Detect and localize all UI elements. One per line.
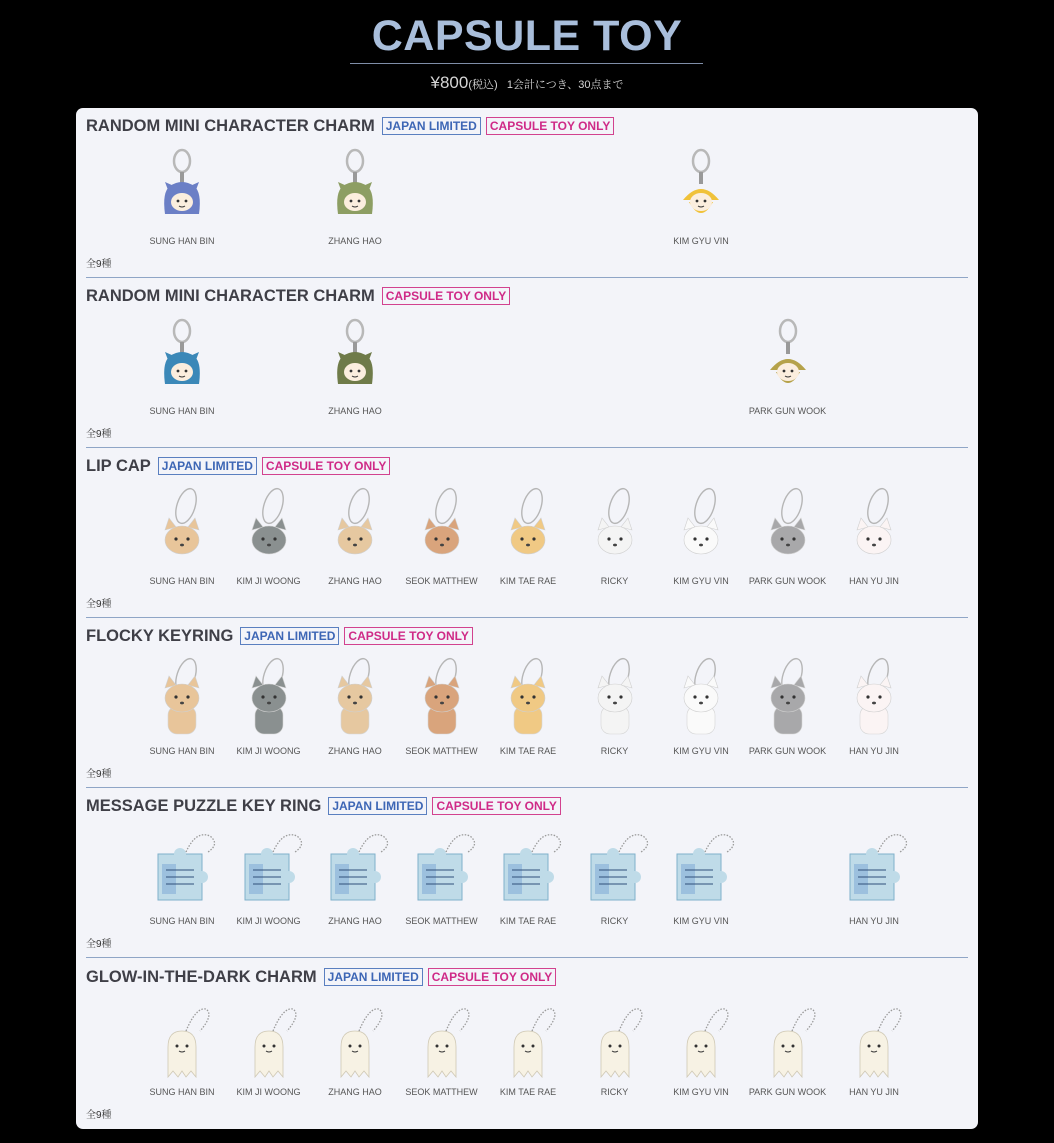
member-name: KIM GYU VIN [673, 236, 729, 246]
member-name: SEOK MATTHEW [405, 916, 478, 926]
product-item[interactable] [653, 991, 749, 1121]
ghost-image [480, 991, 576, 1083]
product-item[interactable] [480, 650, 576, 780]
member-name: SEOK MATTHEW [405, 576, 478, 586]
capsule-toy-only-badge: CAPSULE TOY ONLY [344, 627, 472, 645]
title-underline [350, 63, 703, 64]
product-item[interactable] [567, 991, 663, 1121]
animal-body-image [567, 650, 663, 742]
puzzle-piece-image [394, 820, 490, 912]
hooded-figure-charm-image [134, 140, 230, 232]
animal-head-image [134, 480, 230, 572]
section-title: RANDOM MINI CHARACTER CHARM [86, 287, 375, 305]
animal-body-image [394, 650, 490, 742]
product-item[interactable] [740, 650, 836, 780]
product-section [76, 278, 978, 448]
tax-note: (税込) [468, 79, 498, 91]
member-name: ZHANG HAO [328, 746, 382, 756]
member-name: RICKY [600, 746, 629, 756]
product-item[interactable] [134, 480, 230, 610]
product-item[interactable] [567, 480, 663, 610]
product-item[interactable] [394, 991, 490, 1121]
product-item[interactable] [307, 480, 403, 610]
product-item[interactable] [221, 480, 317, 610]
puzzle-piece-image [567, 820, 663, 912]
product-item[interactable] [221, 991, 317, 1121]
product-item[interactable] [394, 650, 490, 780]
member-name: KIM GYU VIN [673, 576, 729, 586]
animal-body-image [480, 650, 576, 742]
member-name: ZHANG HAO [328, 1087, 382, 1097]
animal-body-image [653, 650, 749, 742]
ghost-image [307, 991, 403, 1083]
puzzle-piece-image [480, 820, 576, 912]
product-section [76, 959, 978, 1129]
capsule-toy-only-badge: CAPSULE TOY ONLY [382, 287, 510, 305]
product-section [76, 788, 978, 958]
animal-body-image [134, 650, 230, 742]
section-header [86, 626, 478, 646]
product-item[interactable] [480, 480, 576, 610]
hat-figure-charm-image [653, 140, 749, 232]
capsule-toy-only-badge: CAPSULE TOY ONLY [262, 457, 390, 475]
animal-head-image [740, 480, 836, 572]
variety-count: 全9種 [86, 939, 112, 950]
page-title: CAPSULE TOY [371, 12, 683, 60]
product-item[interactable] [826, 820, 922, 950]
product-item[interactable] [134, 310, 230, 440]
product-item[interactable] [134, 820, 230, 950]
product-item[interactable] [653, 820, 749, 950]
ghost-image [653, 991, 749, 1083]
animal-body-image [826, 650, 922, 742]
product-item[interactable] [134, 140, 230, 270]
japan-limited-badge: JAPAN LIMITED [240, 627, 339, 645]
section-title: LIP CAP [86, 457, 151, 475]
section-header [86, 116, 619, 136]
puzzle-piece-image [221, 820, 317, 912]
product-item[interactable] [480, 820, 576, 950]
member-name: HAN YU JIN [849, 746, 899, 756]
ghost-image [826, 991, 922, 1083]
product-item[interactable] [307, 650, 403, 780]
member-name: RICKY [600, 1087, 629, 1097]
product-item[interactable] [134, 991, 230, 1121]
product-item[interactable] [221, 650, 317, 780]
product-item[interactable] [307, 991, 403, 1121]
member-name: ZHANG HAO [328, 916, 382, 926]
japan-limited-badge: JAPAN LIMITED [328, 797, 427, 815]
member-name: KIM TAE RAE [499, 916, 557, 926]
price-line [0, 73, 1054, 95]
animal-head-image [221, 480, 317, 572]
member-name: PARK GUN WOOK [748, 406, 827, 416]
section-title: RANDOM MINI CHARACTER CHARM [86, 117, 375, 135]
japan-limited-badge: JAPAN LIMITED [158, 457, 257, 475]
product-item[interactable] [740, 310, 836, 440]
product-item[interactable] [740, 991, 836, 1121]
member-name: KIM GYU VIN [673, 916, 729, 926]
japan-limited-badge: JAPAN LIMITED [324, 968, 423, 986]
member-name: ZHANG HAO [328, 236, 382, 246]
section-header [86, 967, 561, 987]
capsule-toy-only-badge: CAPSULE TOY ONLY [428, 968, 556, 986]
member-name: PARK GUN WOOK [748, 746, 827, 756]
animal-head-image [826, 480, 922, 572]
product-item[interactable] [826, 650, 922, 780]
section-divider [86, 957, 968, 958]
section-title: FLOCKY KEYRING [86, 627, 234, 645]
limit-note: 1会計につき、30点まで [506, 79, 624, 91]
ghost-image [394, 991, 490, 1083]
member-name: KIM TAE RAE [499, 576, 557, 586]
variety-count: 全9種 [86, 259, 112, 270]
member-name: SUNG HAN BIN [149, 916, 215, 926]
member-name: SUNG HAN BIN [149, 746, 215, 756]
product-item[interactable] [307, 140, 403, 270]
product-item[interactable] [740, 480, 836, 610]
page-header [0, 0, 1054, 108]
section-title: GLOW-IN-THE-DARK CHARM [86, 968, 317, 986]
product-item[interactable] [307, 310, 403, 440]
member-name: KIM GYU VIN [673, 1087, 729, 1097]
member-name: SUNG HAN BIN [149, 406, 215, 416]
product-item[interactable] [826, 991, 922, 1121]
capsule-toy-only-badge: CAPSULE TOY ONLY [486, 117, 614, 135]
product-item[interactable] [394, 480, 490, 610]
puzzle-piece-image [307, 820, 403, 912]
product-item[interactable] [567, 820, 663, 950]
variety-count: 全9種 [86, 1110, 112, 1121]
animal-head-image [653, 480, 749, 572]
animal-head-image [480, 480, 576, 572]
animal-head-image [567, 480, 663, 572]
product-item[interactable] [653, 480, 749, 610]
member-name: SEOK MATTHEW [405, 1087, 478, 1097]
product-item[interactable] [134, 650, 230, 780]
product-item[interactable] [653, 650, 749, 780]
product-item[interactable] [826, 480, 922, 610]
member-name: ZHANG HAO [328, 406, 382, 416]
member-name: HAN YU JIN [849, 576, 899, 586]
product-item[interactable] [394, 820, 490, 950]
product-item[interactable] [653, 140, 749, 270]
member-name: SUNG HAN BIN [149, 1087, 215, 1097]
animal-body-image [307, 650, 403, 742]
member-name: PARK GUN WOOK [748, 1087, 827, 1097]
hat-figure-charm-image [740, 310, 836, 402]
animal-body-image [221, 650, 317, 742]
member-name: KIM JI WOONG [236, 1087, 301, 1097]
ghost-image [567, 991, 663, 1083]
product-item[interactable] [307, 820, 403, 950]
price: ¥800 [430, 73, 469, 92]
member-name: SEOK MATTHEW [405, 746, 478, 756]
member-name: KIM JI WOONG [236, 916, 301, 926]
ghost-image [221, 991, 317, 1083]
member-name: KIM TAE RAE [499, 1087, 557, 1097]
product-panel [76, 108, 978, 1129]
hooded-figure-charm-image [307, 310, 403, 402]
section-header [86, 456, 395, 476]
section-header [86, 286, 515, 306]
hooded-figure-charm-image [307, 140, 403, 232]
variety-count: 全9種 [86, 599, 112, 610]
product-section [76, 448, 978, 618]
animal-head-image [394, 480, 490, 572]
puzzle-piece-image [653, 820, 749, 912]
member-name: HAN YU JIN [849, 916, 899, 926]
animal-head-image [307, 480, 403, 572]
variety-count: 全9種 [86, 429, 112, 440]
member-name: SUNG HAN BIN [149, 236, 215, 246]
puzzle-piece-image [134, 820, 230, 912]
member-name: KIM JI WOONG [236, 746, 301, 756]
member-name: RICKY [600, 916, 629, 926]
product-item[interactable] [480, 991, 576, 1121]
variety-count: 全9種 [86, 769, 112, 780]
product-section [76, 618, 978, 788]
product-item[interactable] [567, 650, 663, 780]
hooded-figure-charm-image [134, 310, 230, 402]
member-name: PARK GUN WOOK [748, 576, 827, 586]
member-name: ZHANG HAO [328, 576, 382, 586]
section-header [86, 796, 566, 816]
member-name: SUNG HAN BIN [149, 576, 215, 586]
section-title: MESSAGE PUZZLE KEY RING [86, 797, 322, 815]
capsule-toy-only-badge: CAPSULE TOY ONLY [432, 797, 560, 815]
product-item[interactable] [221, 820, 317, 950]
member-name: KIM TAE RAE [499, 746, 557, 756]
product-section [76, 108, 978, 278]
ghost-image [740, 991, 836, 1083]
member-name: KIM GYU VIN [673, 746, 729, 756]
member-name: RICKY [600, 576, 629, 586]
puzzle-piece-image [826, 820, 922, 912]
animal-body-image [740, 650, 836, 742]
member-name: KIM JI WOONG [236, 576, 301, 586]
japan-limited-badge: JAPAN LIMITED [382, 117, 481, 135]
member-name: HAN YU JIN [849, 1087, 899, 1097]
ghost-image [134, 991, 230, 1083]
